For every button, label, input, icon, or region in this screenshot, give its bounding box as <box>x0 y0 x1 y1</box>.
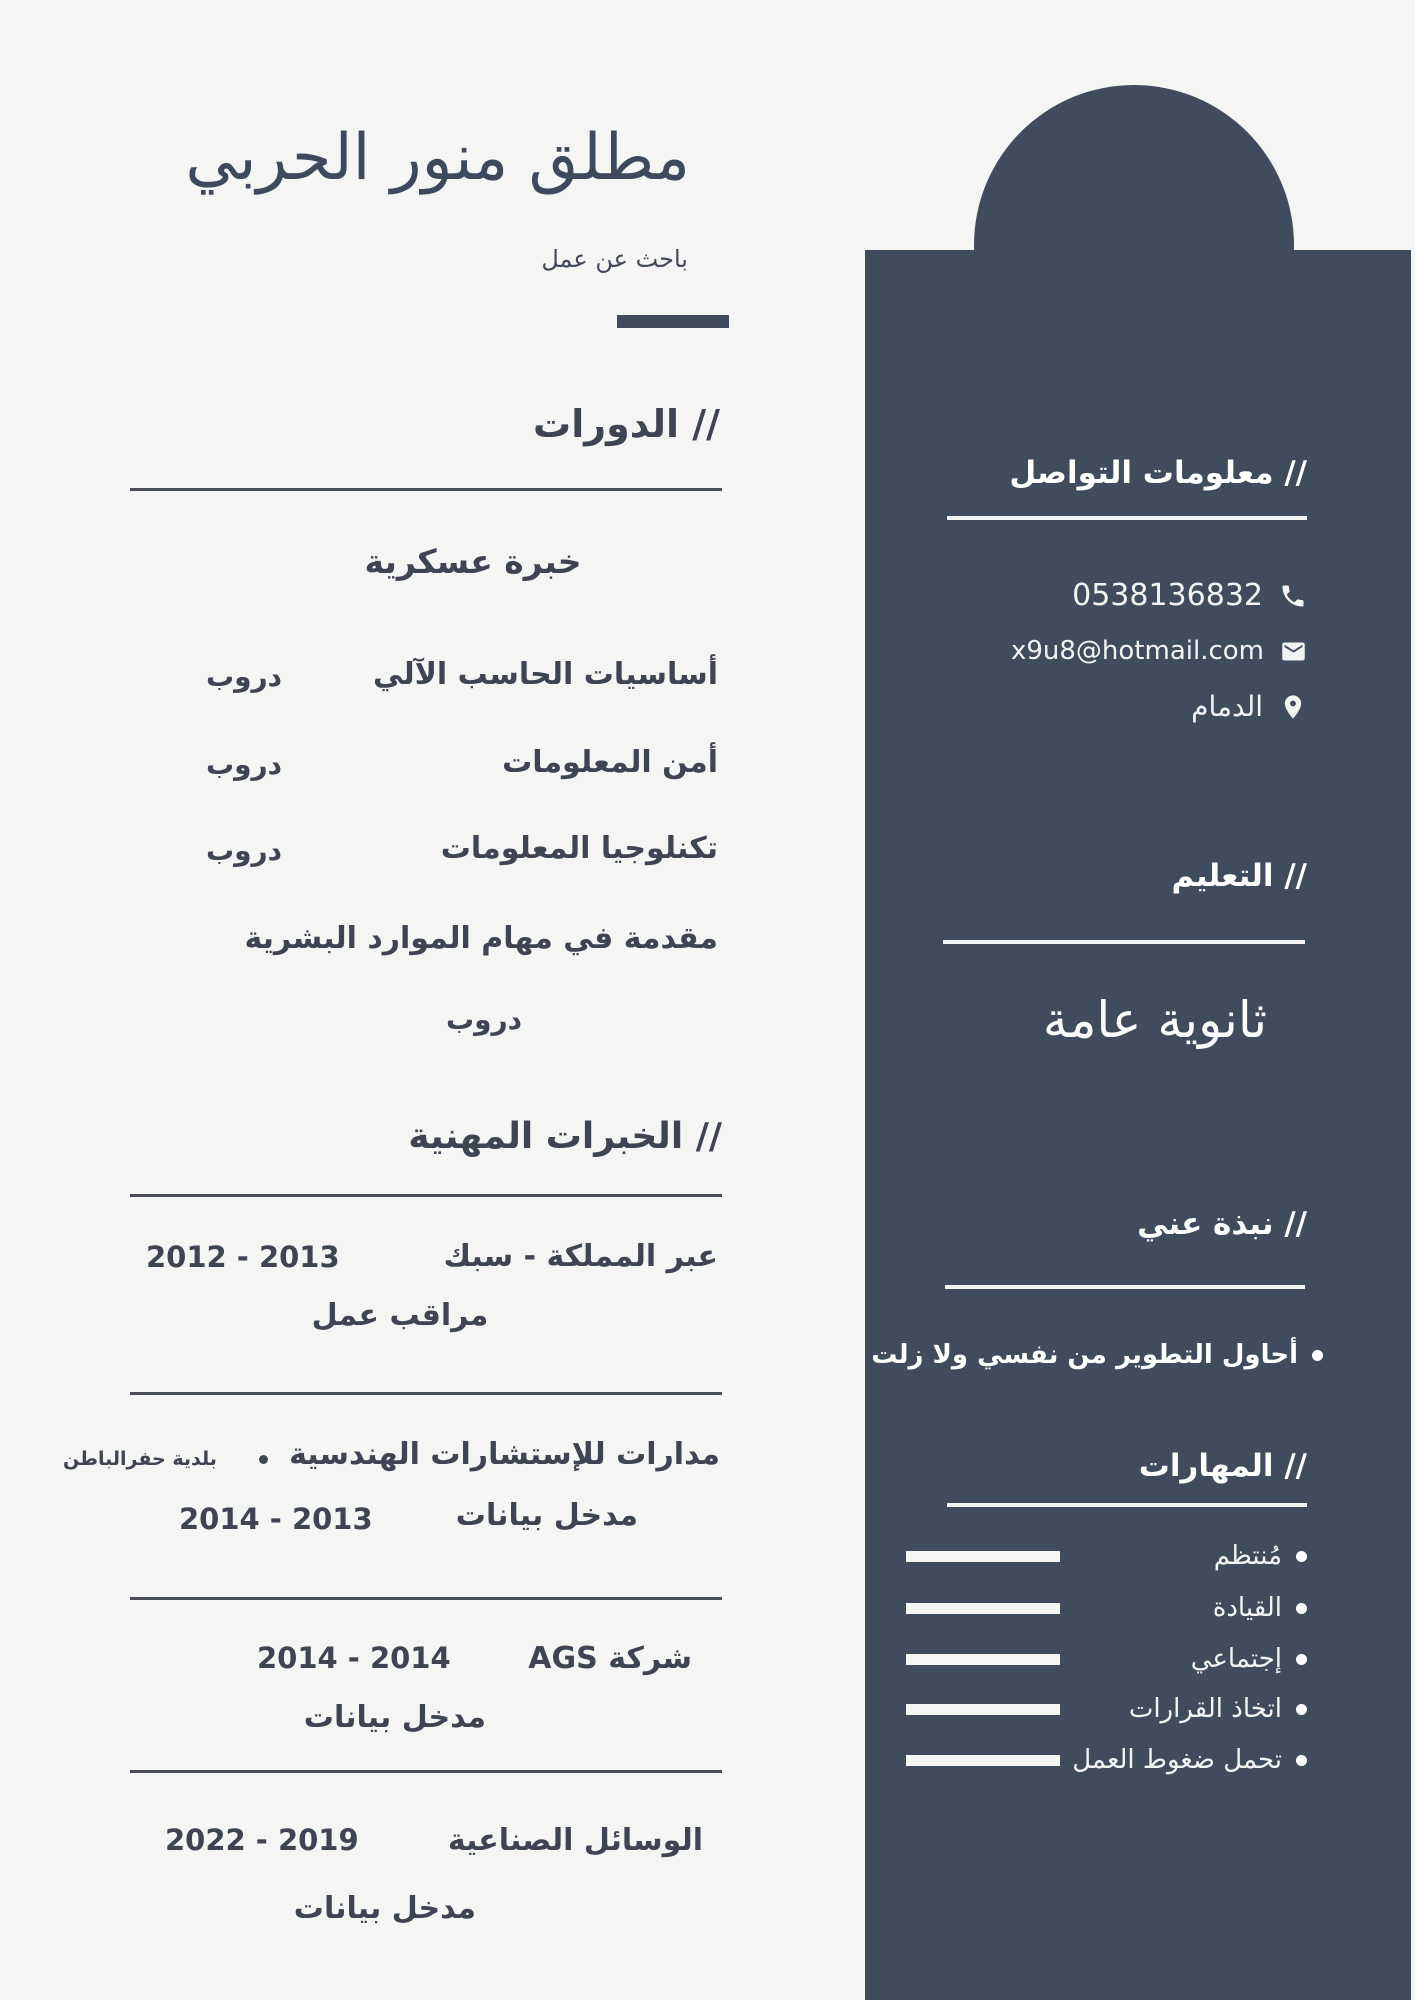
skill-row <box>906 1686 1307 1732</box>
section-divider <box>130 1770 722 1773</box>
about-section-heading: // نبذة عني <box>1137 1206 1307 1242</box>
contact-heading-underline <box>947 516 1307 520</box>
experience-role: مراقب عمل <box>311 1298 489 1333</box>
skill-row <box>906 1737 1307 1783</box>
section-divider <box>130 1392 722 1395</box>
experience-dates: 2014 - 2013 <box>179 1502 373 1536</box>
experience-section-heading: // الخبرات المهنية <box>408 1116 722 1157</box>
skill-level-bar <box>906 1603 1060 1614</box>
email-address: x9u8@hotmail.com <box>1010 636 1264 666</box>
location-text: الدمام <box>1191 690 1263 723</box>
courses-section-heading: // الدورات <box>533 402 720 446</box>
skill-label: تحمل ضغوط العمل <box>1072 1745 1282 1775</box>
bullet-icon <box>259 1455 268 1464</box>
skills-section-heading: // المهارات <box>1138 1448 1307 1484</box>
about-list-item <box>871 1340 1323 1370</box>
section-divider <box>130 488 722 491</box>
phone-icon <box>1279 582 1307 610</box>
experience-role: مدخل بيانات <box>455 1498 638 1533</box>
experience-role: مدخل بيانات <box>293 1891 476 1926</box>
course-name: أساسيات الحاسب الآلي <box>372 657 718 692</box>
skills-heading-underline <box>947 1503 1307 1507</box>
header-accent-bar <box>617 315 729 328</box>
contact-phone-row <box>1072 578 1307 613</box>
skill-row <box>906 1585 1307 1631</box>
course-provider: دروب <box>206 748 283 781</box>
contact-email-row <box>1011 636 1307 666</box>
experience-note-row <box>63 1448 268 1470</box>
skill-level-bar <box>906 1755 1060 1766</box>
education-heading-underline <box>943 940 1305 944</box>
experience-company: الوسائل الصناعية <box>447 1823 703 1858</box>
course-provider: دروب <box>206 660 283 693</box>
bullet-icon <box>1296 1704 1307 1715</box>
experience-company: مدارات للإستشارات الهندسية <box>289 1437 720 1472</box>
experience-company: عبر المملكة - سبك <box>443 1239 718 1274</box>
skill-label: اتخاذ القرارات <box>1128 1694 1282 1724</box>
bullet-icon <box>1296 1654 1307 1665</box>
section-divider <box>130 1194 722 1197</box>
skill-label: إجتماعي <box>1190 1644 1282 1674</box>
course-name: تكنلوجيا المعلومات <box>440 831 718 866</box>
about-item-text: أحاول التطوير من نفسي ولا زلت <box>871 1340 1298 1370</box>
skill-level-bar <box>906 1551 1060 1562</box>
skill-label: القيادة <box>1212 1593 1282 1623</box>
envelope-icon <box>1280 638 1307 665</box>
skill-level-bar <box>906 1654 1060 1665</box>
course-name: أمن المعلومات <box>502 745 718 780</box>
contact-section-heading: // معلومات التواصل <box>1009 455 1307 491</box>
skill-row <box>906 1636 1307 1682</box>
about-heading-underline <box>945 1285 1305 1289</box>
courses-subheading: خبرة عسكرية <box>364 542 582 581</box>
section-divider <box>130 1597 722 1600</box>
experience-dates: 2012 - 2013 <box>146 1240 340 1274</box>
course-provider: دروب <box>206 834 283 867</box>
experience-note: بلدية حفرالباطن <box>63 1448 217 1470</box>
experience-role: مدخل بيانات <box>303 1700 486 1735</box>
person-subtitle: باحث عن عمل <box>541 245 688 273</box>
skill-label: مُنتظم <box>1213 1541 1282 1571</box>
education-section-heading: // التعليم <box>1171 858 1307 894</box>
skill-level-bar <box>906 1704 1060 1715</box>
experience-dates: 2022 - 2019 <box>165 1823 359 1857</box>
bullet-icon <box>1296 1551 1307 1562</box>
bullet-icon <box>1296 1603 1307 1614</box>
experience-dates: 2014 - 2014 <box>257 1641 451 1675</box>
map-pin-icon <box>1279 693 1307 721</box>
phone-number: 0538136832 <box>1072 578 1263 613</box>
person-name: مطلق منور الحربي <box>185 121 690 195</box>
course-provider: دروب <box>446 1003 523 1036</box>
experience-company: شركة AGS <box>528 1641 692 1676</box>
contact-location-row <box>1191 690 1307 723</box>
skill-row <box>906 1533 1307 1579</box>
course-name: مقدمة في مهام الموارد البشرية <box>244 921 718 956</box>
bullet-icon <box>1312 1350 1323 1361</box>
bullet-icon <box>1296 1755 1307 1766</box>
education-degree: ثانوية عامة <box>1042 991 1267 1049</box>
